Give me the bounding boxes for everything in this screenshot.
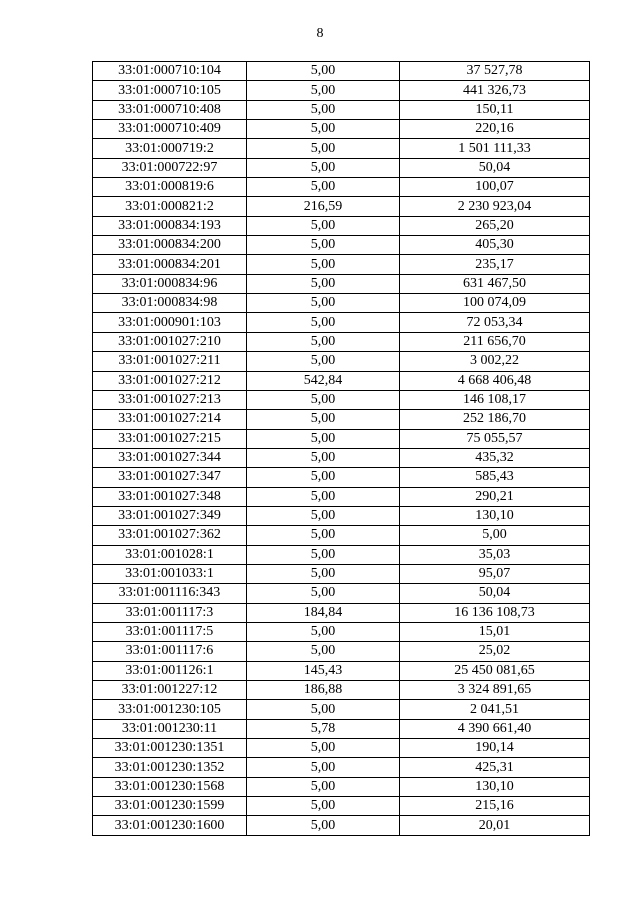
table-row: [93, 352, 590, 371]
table-row: [93, 100, 590, 119]
value-cell: 100,07: [400, 178, 590, 197]
value-cell: 146 108,17: [400, 390, 590, 409]
value-cell: 75 055,57: [400, 429, 590, 448]
table-row: [93, 429, 590, 448]
cadastral-number-cell: 33:01:000834:201: [93, 255, 247, 274]
rate-cell: 5,00: [247, 487, 400, 506]
rate-cell: 5,00: [247, 158, 400, 177]
rate-cell: 5,78: [247, 719, 400, 738]
cadastral-number-cell: 33:01:000834:193: [93, 216, 247, 235]
cadastral-number-cell: 33:01:000819:6: [93, 178, 247, 197]
cadastral-number-cell: 33:01:000722:97: [93, 158, 247, 177]
table-row: [93, 487, 590, 506]
value-cell: 95,07: [400, 564, 590, 583]
value-cell: 235,17: [400, 255, 590, 274]
table-row: [93, 294, 590, 313]
cadastral-number-cell: 33:01:000710:105: [93, 81, 247, 100]
value-cell: 50,04: [400, 584, 590, 603]
table-row: [93, 62, 590, 81]
rate-cell: 5,00: [247, 178, 400, 197]
table-row: [93, 410, 590, 429]
value-cell: 15,01: [400, 622, 590, 641]
rate-cell: 5,00: [247, 255, 400, 274]
table-row: [93, 584, 590, 603]
cadastral-number-cell: 33:01:001230:1599: [93, 797, 247, 816]
rate-cell: 186,88: [247, 681, 400, 700]
cadastral-number-cell: 33:01:001027:215: [93, 429, 247, 448]
rate-cell: 5,00: [247, 622, 400, 641]
table-row: [93, 139, 590, 158]
cadastral-number-cell: 33:01:000834:98: [93, 294, 247, 313]
rate-cell: 5,00: [247, 410, 400, 429]
value-cell: 441 326,73: [400, 81, 590, 100]
value-cell: 72 053,34: [400, 313, 590, 332]
value-cell: 215,16: [400, 797, 590, 816]
rate-cell: 5,00: [247, 448, 400, 467]
cadastral-number-cell: 33:01:001230:1351: [93, 739, 247, 758]
cadastral-number-cell: 33:01:001027:213: [93, 390, 247, 409]
value-cell: 211 656,70: [400, 332, 590, 351]
table-body: [93, 62, 590, 836]
table-row: [93, 506, 590, 525]
cadastral-number-cell: 33:01:001027:362: [93, 526, 247, 545]
cadastral-number-cell: 33:01:001027:344: [93, 448, 247, 467]
cadastral-number-cell: 33:01:000710:409: [93, 120, 247, 139]
value-cell: 25 450 081,65: [400, 661, 590, 680]
rate-cell: 5,00: [247, 100, 400, 119]
table-row: [93, 564, 590, 583]
table-row: [93, 216, 590, 235]
rate-cell: 5,00: [247, 332, 400, 351]
table-row: [93, 603, 590, 622]
cadastral-number-cell: 33:01:001126:1: [93, 661, 247, 680]
value-cell: 290,21: [400, 487, 590, 506]
value-cell: 4 668 406,48: [400, 371, 590, 390]
cadastral-number-cell: 33:01:000719:2: [93, 139, 247, 158]
value-cell: 1 501 111,33: [400, 139, 590, 158]
rate-cell: 5,00: [247, 816, 400, 835]
table-row: [93, 739, 590, 758]
table-row: [93, 642, 590, 661]
rate-cell: 5,00: [247, 81, 400, 100]
cadastral-number-cell: 33:01:001033:1: [93, 564, 247, 583]
cadastral-number-cell: 33:01:001230:105: [93, 700, 247, 719]
value-cell: 25,02: [400, 642, 590, 661]
value-cell: 35,03: [400, 545, 590, 564]
rate-cell: 5,00: [247, 545, 400, 564]
value-cell: 2 230 923,04: [400, 197, 590, 216]
rate-cell: 5,00: [247, 352, 400, 371]
cadastral-number-cell: 33:01:001230:1568: [93, 777, 247, 796]
cadastral-number-cell: 33:01:001027:211: [93, 352, 247, 371]
rate-cell: 5,00: [247, 216, 400, 235]
cadastral-number-cell: 33:01:001027:212: [93, 371, 247, 390]
rate-cell: 5,00: [247, 797, 400, 816]
table-row: [93, 622, 590, 641]
value-cell: 631 467,50: [400, 274, 590, 293]
value-cell: 16 136 108,73: [400, 603, 590, 622]
value-cell: 50,04: [400, 158, 590, 177]
rate-cell: 5,00: [247, 313, 400, 332]
table-row: [93, 545, 590, 564]
cadastral-number-cell: 33:01:000834:96: [93, 274, 247, 293]
table-row: [93, 255, 590, 274]
rate-cell: 5,00: [247, 584, 400, 603]
value-cell: 265,20: [400, 216, 590, 235]
table-row: [93, 236, 590, 255]
cadastral-number-cell: 33:01:001027:349: [93, 506, 247, 525]
table-row: [93, 700, 590, 719]
table-row: [93, 178, 590, 197]
rate-cell: 5,00: [247, 700, 400, 719]
cadastral-number-cell: 33:01:000834:200: [93, 236, 247, 255]
table-row: [93, 758, 590, 777]
cadastral-number-cell: 33:01:001117:3: [93, 603, 247, 622]
cadastral-number-cell: 33:01:000710:408: [93, 100, 247, 119]
value-cell: 150,11: [400, 100, 590, 119]
table-row: [93, 197, 590, 216]
rate-cell: 542,84: [247, 371, 400, 390]
value-cell: 252 186,70: [400, 410, 590, 429]
cadastral-number-cell: 33:01:000901:103: [93, 313, 247, 332]
table-row: [93, 158, 590, 177]
rate-cell: 5,00: [247, 468, 400, 487]
value-cell: 435,32: [400, 448, 590, 467]
cadastral-number-cell: 33:01:001028:1: [93, 545, 247, 564]
rate-cell: 145,43: [247, 661, 400, 680]
table-row: [93, 313, 590, 332]
cadastral-number-cell: 33:01:001116:343: [93, 584, 247, 603]
cadastral-number-cell: 33:01:001117:6: [93, 642, 247, 661]
value-cell: 4 390 661,40: [400, 719, 590, 738]
rate-cell: 5,00: [247, 506, 400, 525]
value-cell: 37 527,78: [400, 62, 590, 81]
table-row: [93, 661, 590, 680]
table-row: [93, 390, 590, 409]
rate-cell: 5,00: [247, 62, 400, 81]
table-row: [93, 120, 590, 139]
cadastral-number-cell: 33:01:001027:347: [93, 468, 247, 487]
rate-cell: 5,00: [247, 274, 400, 293]
value-cell: 220,16: [400, 120, 590, 139]
cadastral-value-table: [92, 61, 590, 836]
value-cell: 190,14: [400, 739, 590, 758]
value-cell: 3 324 891,65: [400, 681, 590, 700]
cadastral-number-cell: 33:01:001027:348: [93, 487, 247, 506]
value-cell: 130,10: [400, 777, 590, 796]
value-cell: 425,31: [400, 758, 590, 777]
cadastral-number-cell: 33:01:001230:1600: [93, 816, 247, 835]
rate-cell: 5,00: [247, 120, 400, 139]
cadastral-number-cell: 33:01:001117:5: [93, 622, 247, 641]
table-row: [93, 448, 590, 467]
value-cell: 585,43: [400, 468, 590, 487]
rate-cell: 5,00: [247, 739, 400, 758]
table-row: [93, 681, 590, 700]
rate-cell: 216,59: [247, 197, 400, 216]
value-cell: 2 041,51: [400, 700, 590, 719]
table-row: [93, 371, 590, 390]
table-row: [93, 797, 590, 816]
rate-cell: 5,00: [247, 758, 400, 777]
table-row: [93, 816, 590, 835]
cadastral-number-cell: 33:01:000710:104: [93, 62, 247, 81]
rate-cell: 5,00: [247, 390, 400, 409]
rate-cell: 5,00: [247, 139, 400, 158]
table-row: [93, 777, 590, 796]
cadastral-number-cell: 33:01:001027:214: [93, 410, 247, 429]
value-cell: 3 002,22: [400, 352, 590, 371]
cadastral-number-cell: 33:01:001227:12: [93, 681, 247, 700]
value-cell: 405,30: [400, 236, 590, 255]
table-row: [93, 719, 590, 738]
rate-cell: 5,00: [247, 642, 400, 661]
rate-cell: 5,00: [247, 526, 400, 545]
rate-cell: 184,84: [247, 603, 400, 622]
table-row: [93, 468, 590, 487]
table-row: [93, 81, 590, 100]
table-row: [93, 526, 590, 545]
page-number: 8: [316, 26, 324, 41]
cadastral-number-cell: 33:01:000821:2: [93, 197, 247, 216]
table-row: [93, 274, 590, 293]
value-cell: 5,00: [400, 526, 590, 545]
cadastral-number-cell: 33:01:001230:1352: [93, 758, 247, 777]
rate-cell: 5,00: [247, 236, 400, 255]
value-cell: 130,10: [400, 506, 590, 525]
rate-cell: 5,00: [247, 564, 400, 583]
rate-cell: 5,00: [247, 429, 400, 448]
table-row: [93, 332, 590, 351]
cadastral-number-cell: 33:01:001027:210: [93, 332, 247, 351]
rate-cell: 5,00: [247, 294, 400, 313]
value-cell: 20,01: [400, 816, 590, 835]
cadastral-number-cell: 33:01:001230:11: [93, 719, 247, 738]
rate-cell: 5,00: [247, 777, 400, 796]
value-cell: 100 074,09: [400, 294, 590, 313]
